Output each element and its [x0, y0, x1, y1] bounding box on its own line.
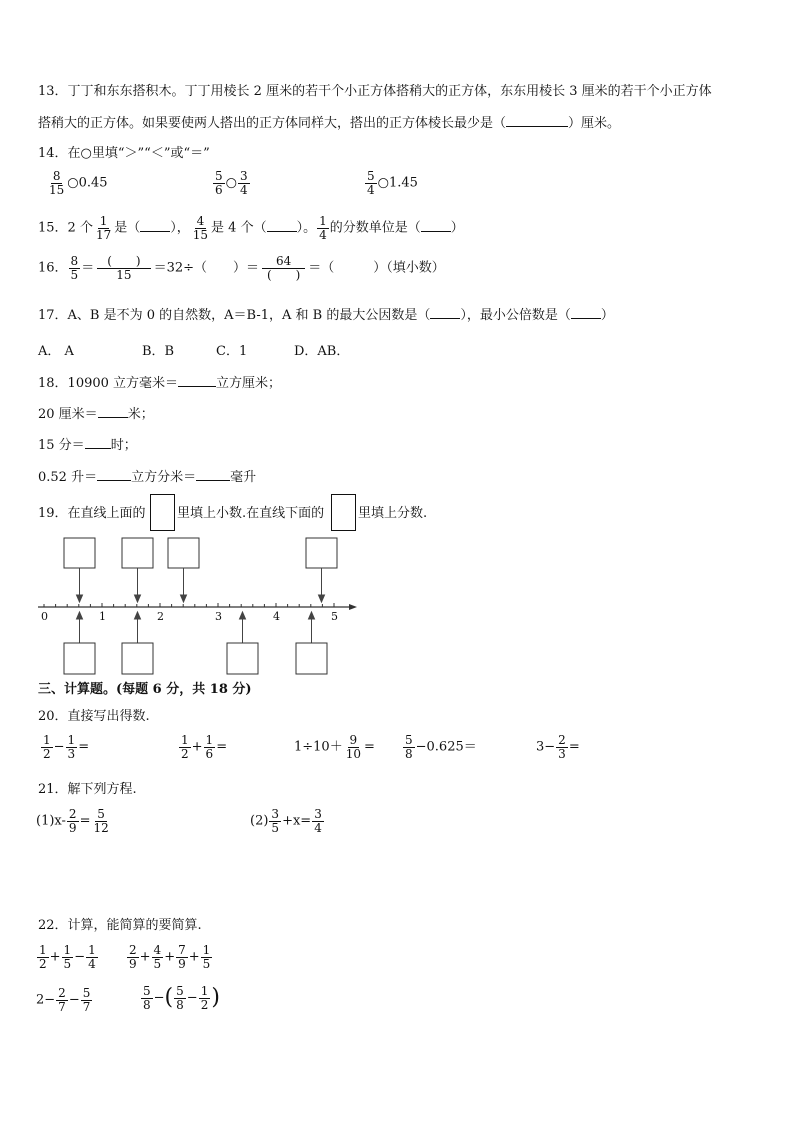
tick-label-3: 3: [215, 610, 222, 623]
q22-expr-2: $\frac{2}{9}$ + $\frac{4}{5}$ + $\frac{7}{9}$ + $\frac{1}{5}$: [129, 943, 211, 971]
tick-label-5: 5: [331, 610, 338, 623]
section-3-heading: 三、计算题。(每题 6 分，共 18 分): [38, 682, 252, 697]
fraction: $\frac{2}{9}$: [68, 807, 77, 835]
q17-blank-2[interactable]: [571, 318, 601, 319]
q19-prompt-a: 19．在直线上面的: [38, 506, 146, 521]
q19-prompt-b: 里填上小数.在直线下面的: [177, 506, 325, 521]
q19-sample-box: [150, 494, 175, 531]
q14-item-a: $\frac{8}{15}$ ○0.45: [49, 169, 108, 197]
fraction: $\frac{3}{4}$: [314, 807, 322, 835]
q15-line: 15．2 个 $\frac{1}{17}$ 是（ ）， $\frac{4}{15}$ 是 4 个（ ）。 $\frac{1}{4}$ 的分数单位是（ ）: [38, 214, 464, 242]
q17-option-a[interactable]: A． A: [38, 344, 74, 359]
fraction: $\frac{1}{3}$: [67, 733, 76, 761]
q19-sample-box: [331, 494, 356, 531]
q18-blank-3[interactable]: [85, 448, 111, 449]
q21-equation-2: (2) $\frac{3}{5}$ +x= $\frac{3}{4}$: [250, 807, 322, 835]
q18-line4: 0.52 升＝ 立方分米＝ 毫升: [38, 470, 257, 485]
fraction: $\frac{1}{4}$: [88, 943, 96, 971]
q18-line1: 18．10900 立方毫米＝ 立方厘米；: [38, 376, 282, 391]
fraction: $\frac{8}{5}$: [70, 254, 79, 282]
q22-expr-4: $\frac{5}{8}$ −( $\frac{5}{8}$ − $\frac{1}{2}$ ): [143, 984, 220, 1012]
q18-blank-2[interactable]: [98, 417, 128, 418]
arrow-down: [135, 595, 141, 602]
fraction: $\frac{5}{8}$: [176, 984, 184, 1012]
fraction: $\frac{8}{15}$: [49, 169, 65, 197]
arrow-down: [77, 595, 83, 602]
arrow-up: [77, 612, 83, 619]
fraction: $\frac{7}{9}$: [178, 943, 186, 971]
q14-item-b: $\frac{5}{6}$ ○ $\frac{3}{4}$: [215, 169, 248, 197]
q22-expr-3: 2− $\frac{2}{7}$ − $\frac{5}{7}$: [36, 986, 91, 1014]
q17-option-c[interactable]: C．1: [216, 344, 248, 359]
q17-option-b[interactable]: B．B: [142, 344, 175, 359]
fraction: $\frac{1}{5}$: [202, 943, 211, 971]
fraction: $\frac{1}{5}$: [63, 943, 72, 971]
q18-blank-4[interactable]: [97, 480, 131, 481]
fraction: $\frac{5}{6}$: [215, 169, 223, 197]
fraction: $\frac{1}{2}$: [43, 733, 51, 761]
answer-box-top[interactable]: [64, 538, 95, 568]
answer-box-bottom[interactable]: [227, 643, 258, 674]
fraction: $\frac{5}{8}$: [143, 984, 151, 1012]
q17-blank-1[interactable]: [430, 318, 460, 319]
right-paren: ): [211, 985, 220, 1011]
q20-expr-4: $\frac{5}{8}$ −0.625＝: [405, 733, 477, 761]
fraction: $\frac{1}{2}$: [181, 733, 189, 761]
left-paren: (: [164, 985, 174, 1011]
arrow-down: [319, 595, 325, 602]
q21-equation-1: (1)x- $\frac{2}{9}$ = $\frac{5}{12}$: [36, 807, 109, 835]
q22-prompt: 22．计算，能简算的要简算.: [38, 918, 202, 933]
answer-box-bottom[interactable]: [122, 643, 153, 674]
fraction: $\frac{2}{7}$: [58, 986, 66, 1014]
q17-option-d[interactable]: D．AB．: [294, 344, 350, 359]
tick-label-1: 1: [99, 610, 106, 623]
fraction: $\frac{1}{17}$: [95, 214, 112, 242]
q15-blank-1[interactable]: [140, 231, 170, 232]
q20-expr-2: $\frac{1}{2}$ + $\frac{1}{6}$ =: [181, 733, 228, 761]
fraction: $\frac{3}{5}$: [271, 807, 280, 835]
answer-box-top[interactable]: [122, 538, 153, 568]
fraction: $\frac{2}{9}$: [129, 943, 137, 971]
fraction: $\frac{9}{10}$: [345, 733, 361, 761]
q18-blank-1[interactable]: [178, 386, 216, 387]
q18-blank-5[interactable]: [196, 480, 230, 481]
q15-blank-3[interactable]: [421, 231, 451, 232]
fraction: $\frac{2}{3}$: [558, 733, 566, 761]
number-line-arrowhead: [349, 604, 357, 610]
answer-box-top[interactable]: [168, 538, 199, 568]
q13-answer-blank[interactable]: [506, 126, 568, 127]
tick-label-2: 2: [157, 610, 164, 623]
q20-prompt: 20．直接写出得数.: [38, 709, 150, 724]
fraction-blank[interactable]: $\frac{( )}{15}$: [97, 255, 150, 281]
number-line-diagram: [0, 530, 400, 680]
q18-line2: 20 厘米＝ 米；: [38, 407, 154, 422]
q13-line2: [38, 117, 620, 130]
fraction: $\frac{4}{5}$: [153, 943, 162, 971]
q22-expr-1: $\frac{1}{2}$ + $\frac{1}{5}$ − $\frac{1}{4}$: [39, 943, 96, 971]
q21-prompt: 21．解下列方程.: [38, 782, 137, 797]
answer-box-bottom[interactable]: [296, 643, 327, 674]
q19-prompt-c: 里填上分数.: [358, 506, 428, 521]
tick-label-0: 0: [41, 610, 48, 623]
arrow-up: [309, 612, 315, 619]
fraction: $\frac{1}{6}$: [205, 733, 214, 761]
answer-box-bottom[interactable]: [64, 643, 95, 674]
fraction: $\frac{5}{7}$: [82, 986, 91, 1014]
fraction: $\frac{5}{8}$: [405, 733, 413, 761]
q13-line1: 13．丁丁和东东搭积木。丁丁用棱长 2 厘米的若干个小正方体搭稍大的正方体，东东用棱长 3 厘米的若干个小正方体: [38, 84, 712, 99]
fraction: $\frac{1}{2}$: [200, 984, 209, 1012]
q14-item-c: $\frac{5}{4}$ ○1.45: [367, 169, 418, 197]
q15-blank-2[interactable]: [267, 231, 297, 232]
q18-line3: 15 分＝ 时；: [38, 438, 137, 453]
tick-label-4: 4: [273, 610, 280, 623]
answer-box-top[interactable]: [306, 538, 337, 568]
fraction: $\frac{1}{4}$: [319, 214, 327, 242]
arrow-up: [240, 612, 246, 619]
fraction: $\frac{4}{15}$: [192, 214, 209, 242]
q20-expr-1: $\frac{1}{2}$ − $\frac{1}{3}$ =: [43, 733, 90, 761]
q14-prompt: 14．在○里填“＞”“＜”或“＝”: [38, 146, 210, 161]
fraction-blank[interactable]: $\frac{64}{( )}$: [262, 255, 305, 281]
q20-expr-3: 1÷10＋ $\frac{9}{10}$ =: [294, 733, 375, 761]
arrow-down: [181, 595, 187, 602]
q17-line: 17．A、B 是不为 0 的自然数，A＝B-1，A 和 B 的最大公因数是（ ），最小公倍数是（ ）: [38, 308, 614, 323]
fraction: $\frac{5}{12}$: [93, 807, 109, 835]
q20-expr-5: 3− $\frac{2}{3}$ =: [536, 733, 580, 761]
fraction: $\frac{1}{2}$: [39, 943, 47, 971]
arrow-up: [135, 612, 141, 619]
fraction: $\frac{5}{4}$: [367, 169, 375, 197]
fraction: $\frac{3}{4}$: [239, 169, 248, 197]
q13-text-b: ）厘米。: [568, 116, 621, 131]
q13-text-a: 搭稍大的正方体。如果要使两人搭出的正方体同样大，搭出的正方体棱长最少是（: [38, 116, 507, 131]
q16-line: 16． $\frac{8}{5}$ ＝ $\frac{( )}{15}$ ＝32÷（ ）＝ $\frac{64}{( )}$ ＝（ ）（填小数）: [38, 254, 445, 282]
